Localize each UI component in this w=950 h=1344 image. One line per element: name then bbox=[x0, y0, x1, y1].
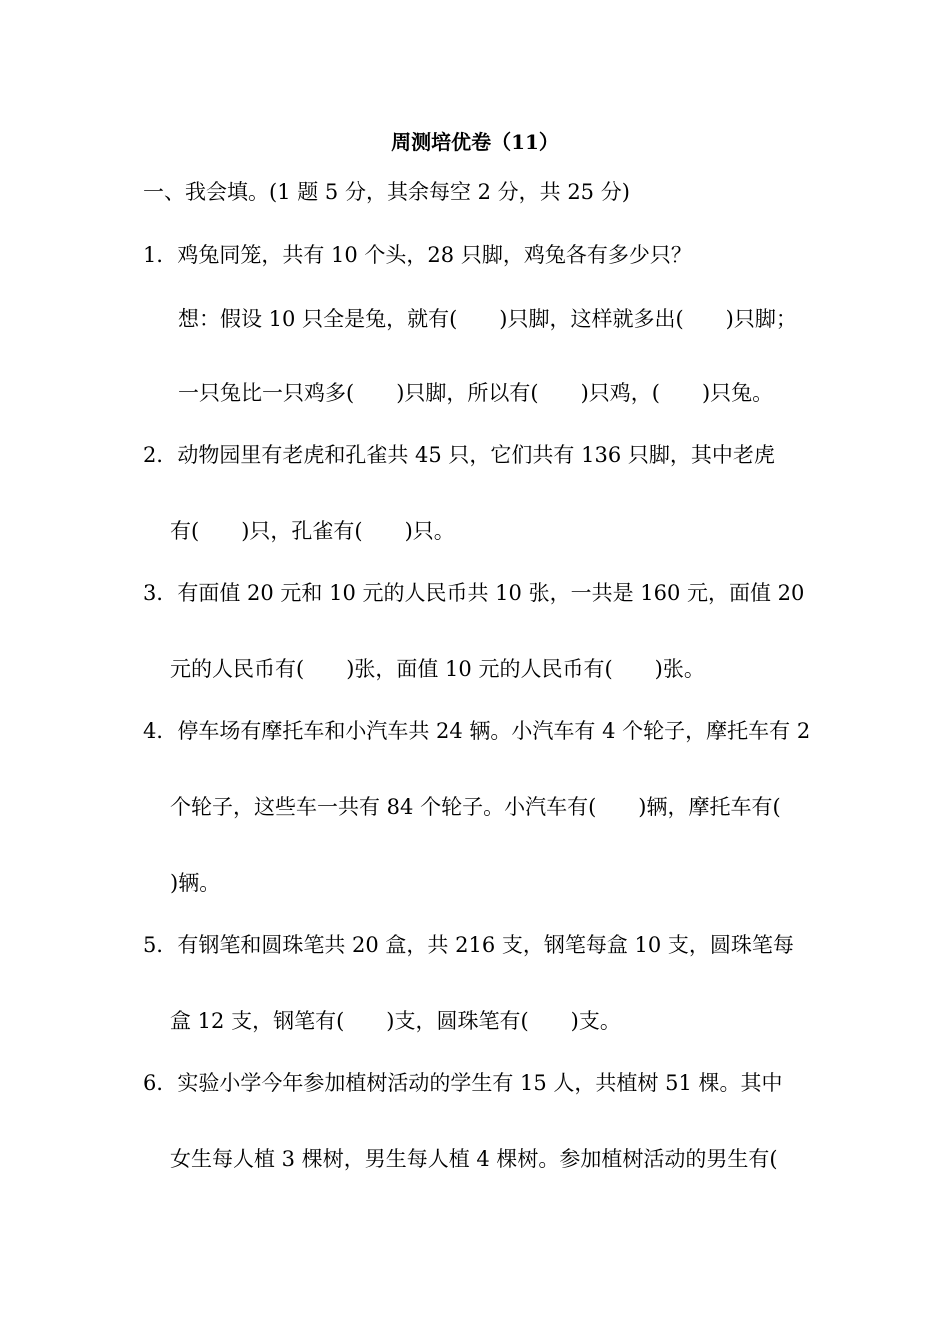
question-1-line-2: 想：假设 10 只全是兔，就有( )只脚，这样就多出( )只脚； bbox=[178, 307, 797, 331]
page-title: 周测培优卷（11） bbox=[391, 130, 559, 154]
question-4-line-3: )辆。 bbox=[170, 871, 221, 895]
question-5-line-2: 盒 12 支，钢笔有( )支，圆珠笔有( )支。 bbox=[170, 1009, 621, 1033]
question-6-line-2: 女生每人植 3 棵树，男生每人植 4 棵树。参加植树活动的男生有( bbox=[170, 1147, 778, 1171]
section-heading: 一、我会填。(1 题 5 分，其余每空 2 分，共 25 分) bbox=[143, 180, 630, 204]
question-1-line-1: 1．鸡兔同笼，共有 10 个头，28 只脚，鸡兔各有多少只？ bbox=[143, 243, 692, 267]
question-3-line-1: 3．有面值 20 元和 10 元的人民币共 10 张，一共是 160 元，面值 20 bbox=[143, 581, 805, 605]
question-1-line-3: 一只兔比一只鸡多( )只脚，所以有( )只鸡，( )只兔。 bbox=[178, 381, 774, 405]
question-6-line-1: 6．实验小学今年参加植树活动的学生有 15 人，共植树 51 棵。其中 bbox=[143, 1071, 783, 1095]
question-5-line-1: 5．有钢笔和圆珠笔共 20 盒，共 216 支，钢笔每盒 10 支，圆珠笔每 bbox=[143, 933, 794, 957]
question-2-line-1: 2．动物园里有老虎和孔雀共 45 只，它们共有 136 只脚，其中老虎 bbox=[143, 443, 775, 467]
question-2-line-2: 有( )只，孔雀有( )只。 bbox=[170, 519, 455, 543]
question-3-line-2: 元的人民币有( )张，面值 10 元的人民币有( )张。 bbox=[170, 657, 705, 681]
question-4-line-2: 个轮子，这些车一共有 84 个轮子。小汽车有( )辆，摩托车有( bbox=[170, 795, 781, 819]
question-4-line-1: 4．停车场有摩托车和小汽车共 24 辆。小汽车有 4 个轮子，摩托车有 2 bbox=[143, 719, 811, 743]
